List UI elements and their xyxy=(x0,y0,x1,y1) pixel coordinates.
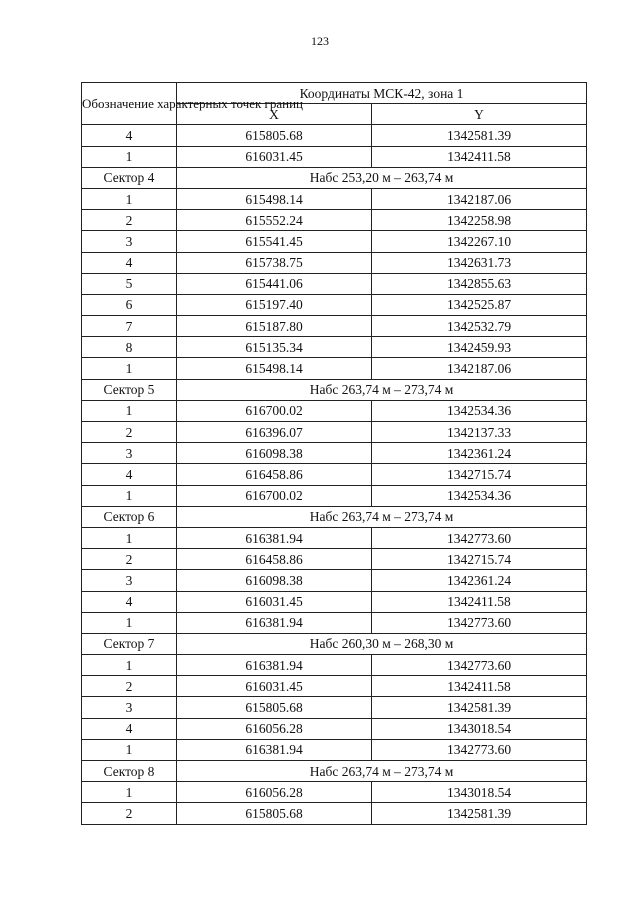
y-coordinate: 1342187.06 xyxy=(372,188,587,209)
x-coordinate: 616396.07 xyxy=(177,422,372,443)
point-number: 1 xyxy=(82,739,177,760)
x-coordinate: 616031.45 xyxy=(177,676,372,697)
point-number: 1 xyxy=(82,527,177,548)
table-row xyxy=(82,422,587,443)
sector-row xyxy=(82,761,587,782)
table-row xyxy=(82,591,587,612)
y-coordinate: 1342773.60 xyxy=(372,612,587,633)
x-coordinate: 616458.86 xyxy=(177,464,372,485)
point-number: 2 xyxy=(82,422,177,443)
sector-height-range: Набс 263,74 м – 273,74 м xyxy=(177,379,587,400)
sector-row xyxy=(82,379,587,400)
x-coordinate: 616458.86 xyxy=(177,549,372,570)
y-coordinate: 1342411.58 xyxy=(372,591,587,612)
table-row xyxy=(82,570,587,591)
sector-height-range: Набс 260,30 м – 268,30 м xyxy=(177,633,587,654)
table-row xyxy=(82,125,587,146)
x-coordinate: 615441.06 xyxy=(177,273,372,294)
x-coordinate: 615187.80 xyxy=(177,316,372,337)
y-coordinate: 1342581.39 xyxy=(372,125,587,146)
x-coordinate: 616700.02 xyxy=(177,400,372,421)
y-coordinate: 1342534.36 xyxy=(372,485,587,506)
y-coordinate: 1342631.73 xyxy=(372,252,587,273)
x-coordinate: 615805.68 xyxy=(177,803,372,824)
y-coordinate: 1342258.98 xyxy=(372,210,587,231)
table-row xyxy=(82,803,587,824)
sector-name: Сектор 4 xyxy=(82,167,177,188)
table-row xyxy=(82,549,587,570)
point-number: 1 xyxy=(82,485,177,506)
x-coordinate: 616381.94 xyxy=(177,655,372,676)
sector-height-range: Набс 253,20 м – 263,74 м xyxy=(177,167,587,188)
table-row xyxy=(82,612,587,633)
x-coordinate: 615552.24 xyxy=(177,210,372,231)
x-coordinate: 616098.38 xyxy=(177,443,372,464)
y-coordinate: 1342187.06 xyxy=(372,358,587,379)
x-coordinate: 616700.02 xyxy=(177,485,372,506)
table-row xyxy=(82,676,587,697)
y-coordinate: 1342459.93 xyxy=(372,337,587,358)
x-coordinate: 615135.34 xyxy=(177,337,372,358)
y-coordinate: 1342267.10 xyxy=(372,231,587,252)
y-coordinate: 1342411.58 xyxy=(372,146,587,167)
point-number: 7 xyxy=(82,316,177,337)
point-number: 1 xyxy=(82,612,177,633)
x-coordinate: 616098.38 xyxy=(177,570,372,591)
point-number: 1 xyxy=(82,358,177,379)
point-number: 2 xyxy=(82,803,177,824)
x-coordinate: 615197.40 xyxy=(177,294,372,315)
point-number: 2 xyxy=(82,549,177,570)
x-column-header: X xyxy=(177,104,372,125)
x-coordinate: 615498.14 xyxy=(177,188,372,209)
y-coordinate: 1342773.60 xyxy=(372,527,587,548)
x-coordinate: 616031.45 xyxy=(177,146,372,167)
table-row xyxy=(82,464,587,485)
point-number: 2 xyxy=(82,676,177,697)
x-coordinate: 615805.68 xyxy=(177,697,372,718)
table-row xyxy=(82,782,587,803)
x-coordinate: 616031.45 xyxy=(177,591,372,612)
y-coordinate: 1343018.54 xyxy=(372,782,587,803)
point-number: 5 xyxy=(82,273,177,294)
y-coordinate: 1342411.58 xyxy=(372,676,587,697)
y-coordinate: 1343018.54 xyxy=(372,718,587,739)
sector-row xyxy=(82,167,587,188)
x-coordinate: 616381.94 xyxy=(177,527,372,548)
y-coordinate: 1342773.60 xyxy=(372,739,587,760)
table-row xyxy=(82,146,587,167)
point-number: 6 xyxy=(82,294,177,315)
y-coordinate: 1342137.33 xyxy=(372,422,587,443)
table-row xyxy=(82,718,587,739)
sector-row xyxy=(82,506,587,527)
table-row xyxy=(82,485,587,506)
y-coordinate: 1342361.24 xyxy=(372,570,587,591)
y-coordinate: 1342773.60 xyxy=(372,655,587,676)
y-coordinate: 1342855.63 xyxy=(372,273,587,294)
y-coordinate: 1342715.74 xyxy=(372,549,587,570)
y-column-header: Y xyxy=(372,104,587,125)
table-body xyxy=(82,125,587,824)
point-number: 4 xyxy=(82,252,177,273)
point-number: 1 xyxy=(82,188,177,209)
table-row xyxy=(82,273,587,294)
y-coordinate: 1342534.36 xyxy=(372,400,587,421)
designation-header: Обозначение характерных точек границ xyxy=(82,83,177,125)
table-row xyxy=(82,697,587,718)
table-row xyxy=(82,527,587,548)
table-row xyxy=(82,443,587,464)
table-row xyxy=(82,231,587,252)
point-number: 1 xyxy=(82,400,177,421)
point-number: 2 xyxy=(82,210,177,231)
point-number: 3 xyxy=(82,443,177,464)
point-number: 1 xyxy=(82,655,177,676)
table-row xyxy=(82,655,587,676)
x-coordinate: 615738.75 xyxy=(177,252,372,273)
sector-name: Сектор 7 xyxy=(82,633,177,654)
table-header-row xyxy=(82,83,587,104)
table-row xyxy=(82,337,587,358)
point-number: 4 xyxy=(82,591,177,612)
table-row xyxy=(82,400,587,421)
point-number: 4 xyxy=(82,125,177,146)
page-number: 123 xyxy=(311,34,329,48)
table-row xyxy=(82,294,587,315)
y-coordinate: 1342581.39 xyxy=(372,803,587,824)
x-coordinate: 616056.28 xyxy=(177,782,372,803)
coordinates-header: Координаты МСК-42, зона 1 xyxy=(177,83,587,104)
y-coordinate: 1342532.79 xyxy=(372,316,587,337)
table-row xyxy=(82,252,587,273)
x-coordinate: 615498.14 xyxy=(177,358,372,379)
x-coordinate: 615541.45 xyxy=(177,231,372,252)
sector-name: Сектор 8 xyxy=(82,761,177,782)
point-number: 3 xyxy=(82,570,177,591)
point-number: 1 xyxy=(82,782,177,803)
point-number: 3 xyxy=(82,231,177,252)
table-row xyxy=(82,188,587,209)
y-coordinate: 1342581.39 xyxy=(372,697,587,718)
x-coordinate: 615805.68 xyxy=(177,125,372,146)
point-number: 1 xyxy=(82,146,177,167)
y-coordinate: 1342361.24 xyxy=(372,443,587,464)
point-number: 3 xyxy=(82,697,177,718)
sector-row xyxy=(82,633,587,654)
x-coordinate: 616381.94 xyxy=(177,739,372,760)
sector-name: Сектор 5 xyxy=(82,379,177,400)
x-coordinate: 616056.28 xyxy=(177,718,372,739)
sector-height-range: Набс 263,74 м – 273,74 м xyxy=(177,761,587,782)
sector-name: Сектор 6 xyxy=(82,506,177,527)
point-number: 8 xyxy=(82,337,177,358)
table-row xyxy=(82,210,587,231)
point-number: 4 xyxy=(82,718,177,739)
coordinates-table xyxy=(81,82,587,825)
y-coordinate: 1342715.74 xyxy=(372,464,587,485)
x-coordinate: 616381.94 xyxy=(177,612,372,633)
point-number: 4 xyxy=(82,464,177,485)
table-row xyxy=(82,358,587,379)
sector-height-range: Набс 263,74 м – 273,74 м xyxy=(177,506,587,527)
table-row xyxy=(82,739,587,760)
y-coordinate: 1342525.87 xyxy=(372,294,587,315)
table-row xyxy=(82,316,587,337)
